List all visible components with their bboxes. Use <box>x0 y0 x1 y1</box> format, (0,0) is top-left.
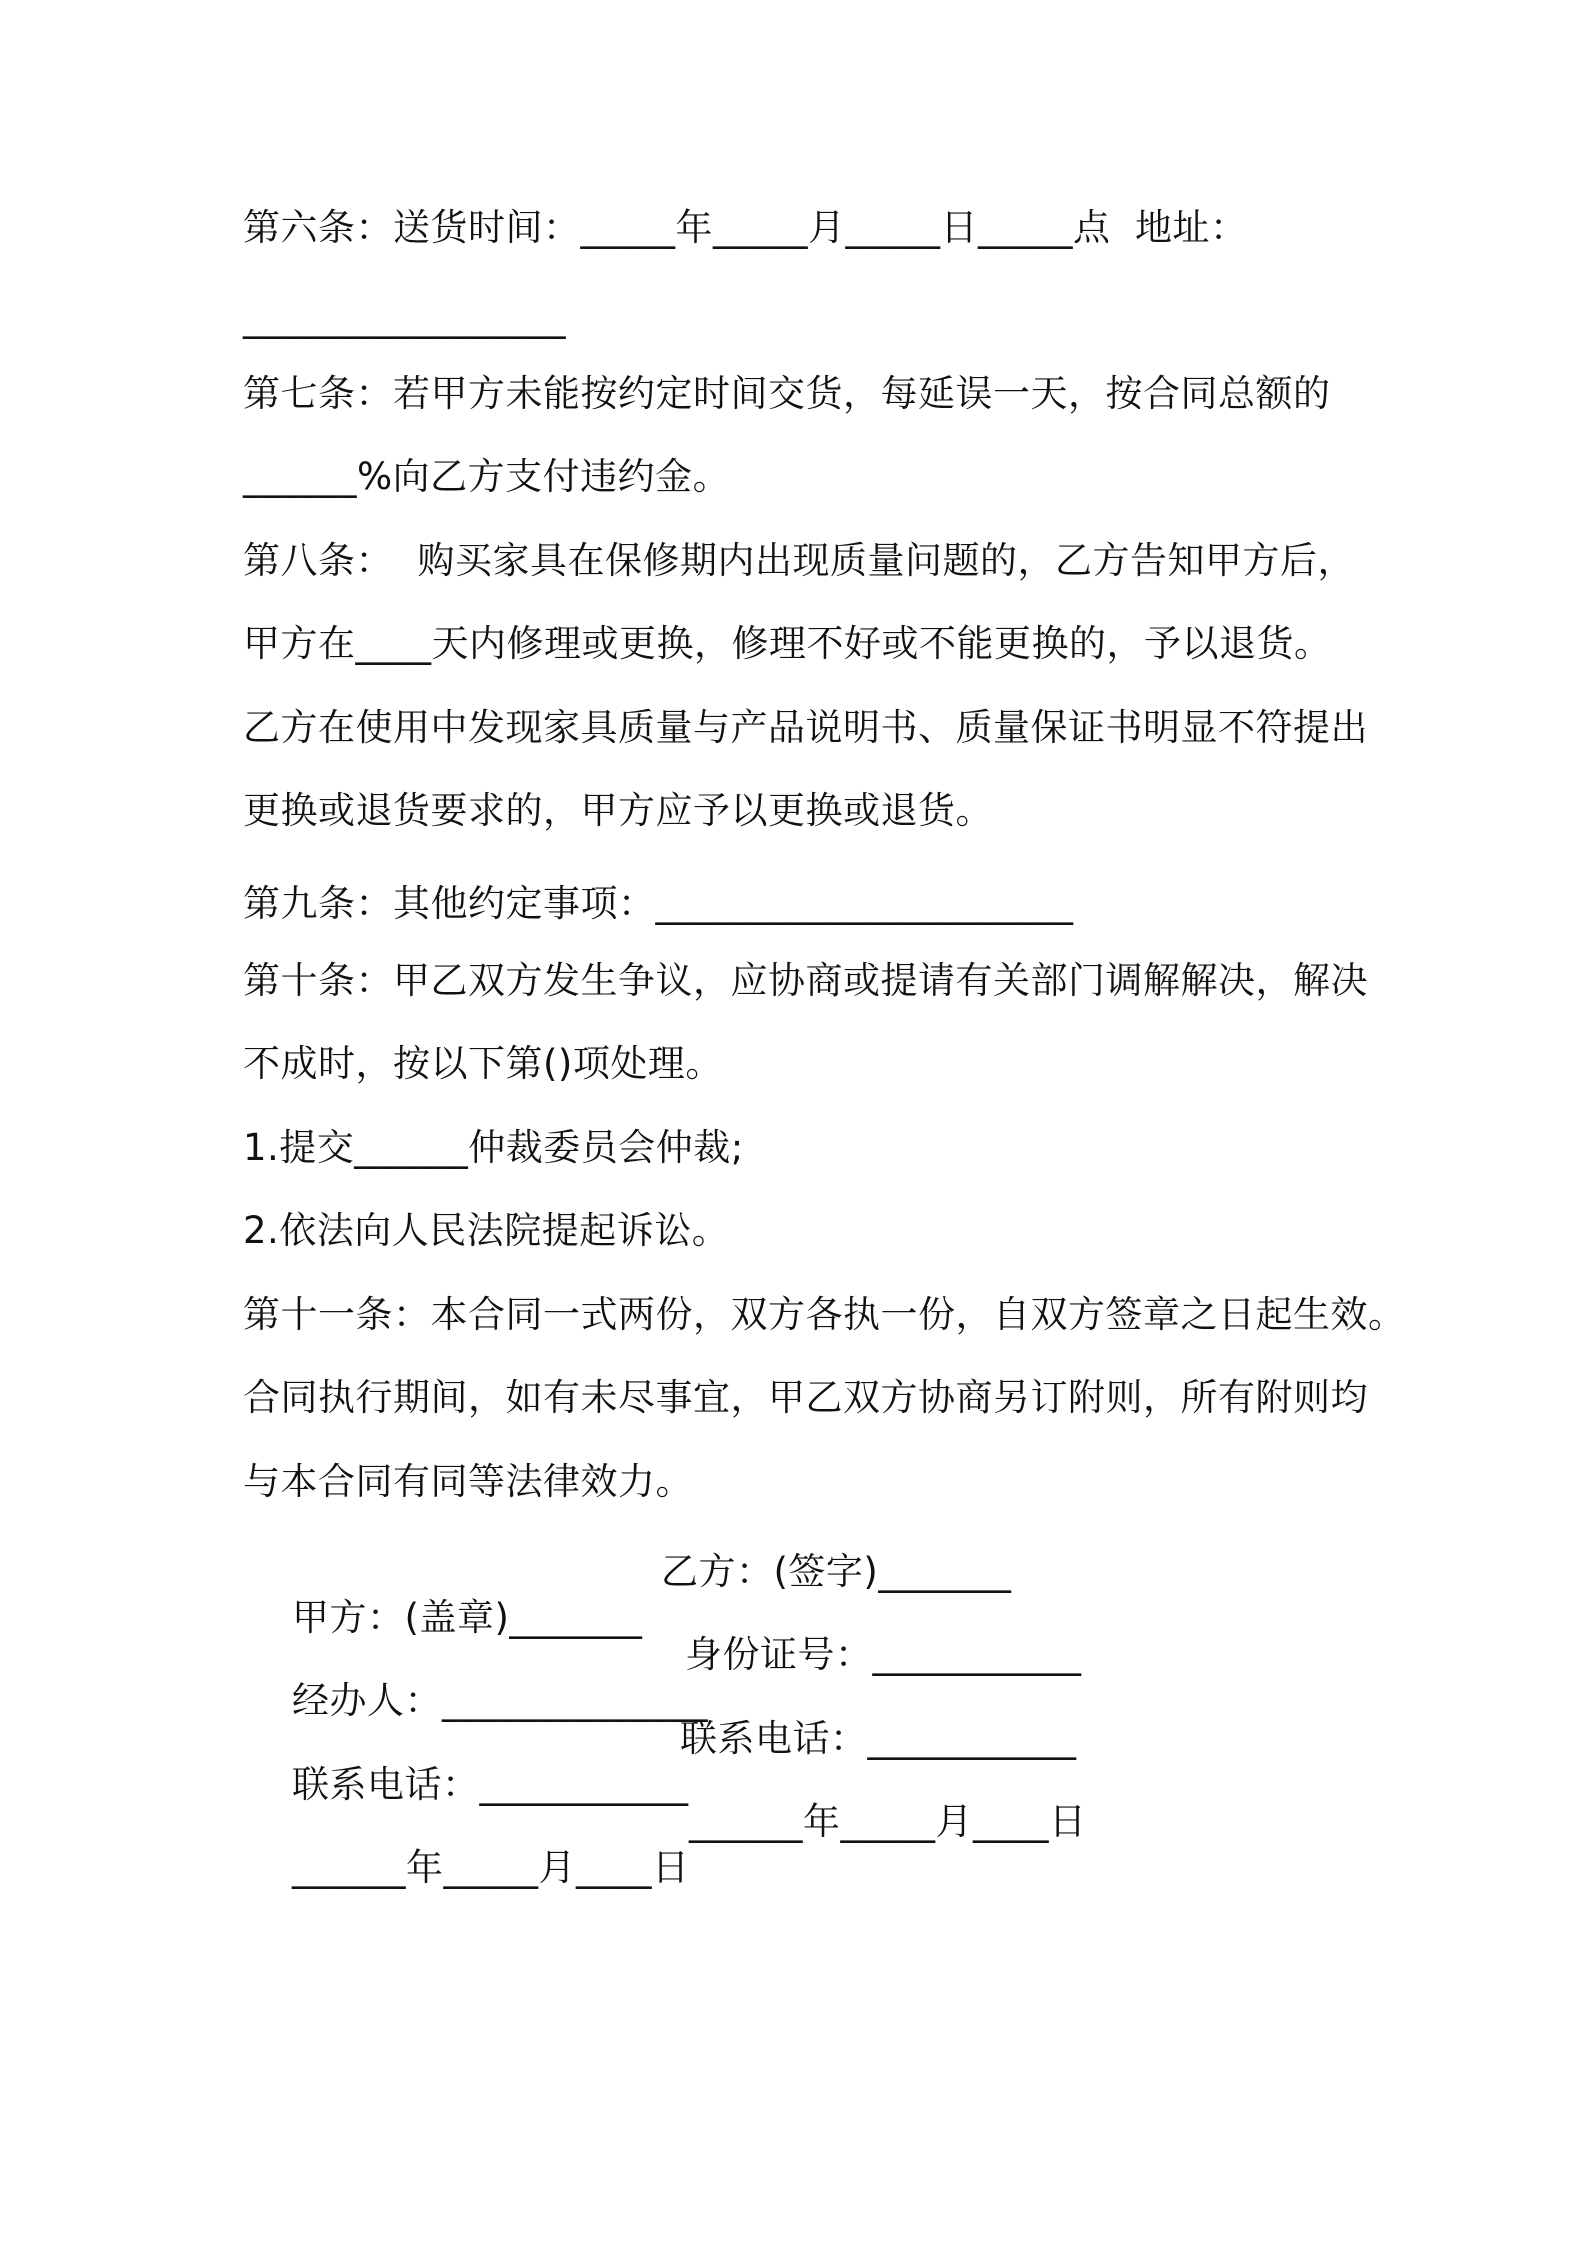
id-number-field: 身份证号：___________ <box>685 1633 1082 1676</box>
article-11-line-2: 合同执行期间，如有未尽事宜，甲乙双方协商另订附则，所有附则均 <box>243 1376 1368 1419</box>
article-6-line: 第六条：送货时间：_____年_____月_____日_____点 地址： <box>243 206 1248 249</box>
article-8-line-4: 更换或退货要求的，甲方应予以更换或退货。 <box>243 789 993 832</box>
article-7-line-1: 第七条：若甲方未能按约定时间交货，每延误一天，按合同总额的 <box>243 372 1331 415</box>
article-10-option-2: 2.依法向人民法院提起诉讼。 <box>243 1209 730 1252</box>
party-a-seal: 甲方：(盖章)_______ <box>292 1596 643 1639</box>
article-8-line-2: 甲方在____天内修理或更换，修理不好或不能更换的，予以退货。 <box>243 622 1332 665</box>
agent-field: 经办人：______________ <box>292 1679 709 1722</box>
article-10-line-1: 第十条：甲乙双方发生争议，应协商或提请有关部门调解解决，解决 <box>243 959 1368 1002</box>
date-a-field: ______年_____月____日 <box>292 1846 690 1889</box>
article-11-line-3: 与本合同有同等法律效力。 <box>243 1460 693 1503</box>
article-11-line-1: 第十一条：本合同一式两份，双方各执一份，自双方签章之日起生效。 <box>243 1293 1406 1336</box>
article-10-line-2: 不成时，按以下第()项处理。 <box>243 1042 723 1085</box>
article-8-line-1: 第八条： 购买家具在保修期内出现质量问题的，乙方告知甲方后， <box>243 539 1356 582</box>
phone-b-field: 联系电话：___________ <box>680 1717 1077 1760</box>
article-9-line: 第九条：其他约定事项：______________________ <box>243 882 1074 925</box>
article-7-line-2: ______%向乙方支付违约金。 <box>243 455 731 498</box>
article-10-option-1: 1.提交______仲裁委员会仲裁; <box>243 1126 744 1169</box>
party-b-sign: 乙方：(签字)_______ <box>661 1550 1012 1593</box>
date-b-field: ______年_____月____日 <box>689 1800 1087 1843</box>
phone-a-field: 联系电话：___________ <box>292 1763 689 1806</box>
article-8-line-3: 乙方在使用中发现家具质量与产品说明书、质量保证书明显不符提出 <box>243 706 1368 749</box>
signature-row-4 <box>243 1799 1087 1983</box>
address-blank-line: _________________ <box>243 296 566 339</box>
